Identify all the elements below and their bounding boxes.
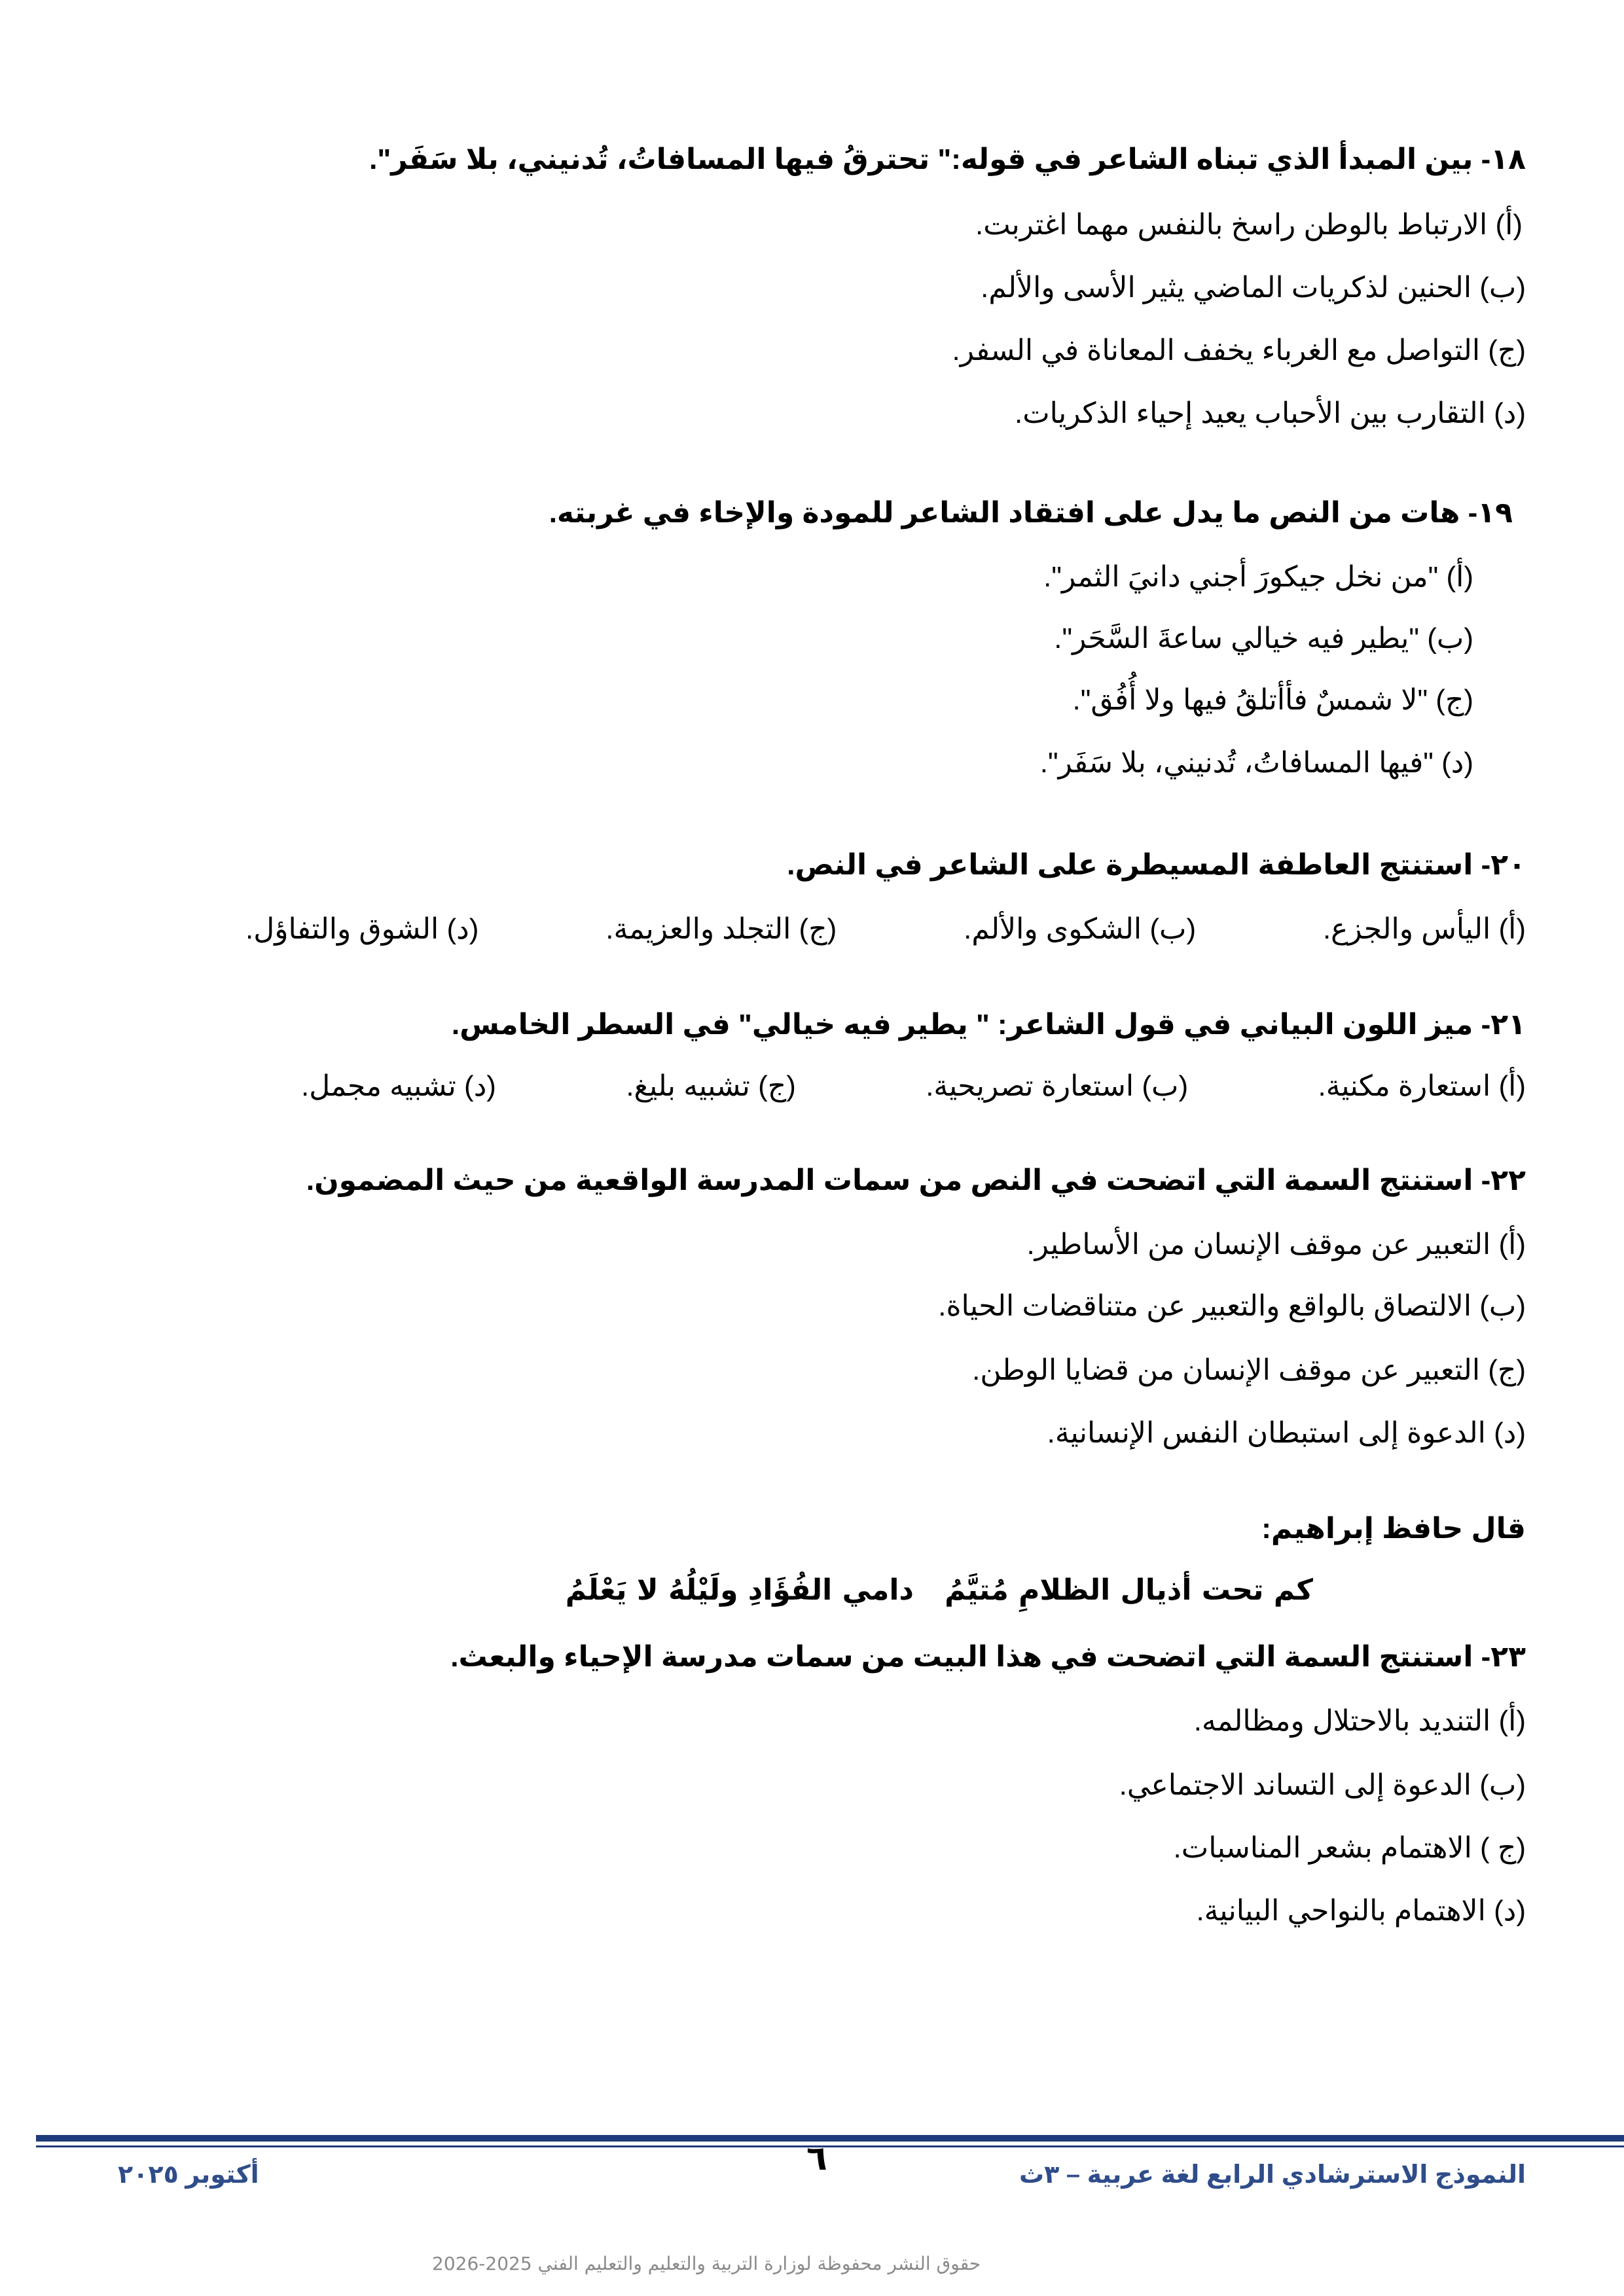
question-19: ١٩- هات من النص ما يدل على افتقاد الشاعر للمودة والإخاء في غربته. xyxy=(549,497,1513,529)
q23-option-b: (ب) الدعوة إلى التساند الاجتماعي. xyxy=(1119,1769,1526,1801)
footer-date: أكتوبر ٢٠٢٥ xyxy=(118,2161,259,2189)
page-number: ٦ xyxy=(806,2139,827,2178)
question-23: ٢٣- استنتج السمة التي اتضحت في هذا البيت من سمات مدرسة الإحياء والبعث. xyxy=(450,1641,1526,1673)
footer-rule-thick xyxy=(36,2135,1624,2142)
question-22: ٢٢- استنتج السمة التي اتضحت في النص من سمات المدرسة الواقعية من حيث المضمون. xyxy=(306,1164,1526,1196)
q21-option-c: (ج) تشبيه بليغ. xyxy=(626,1070,796,1102)
q20-option-c: (ج) التجلد والعزيمة. xyxy=(605,913,837,945)
q20-option-b: (ب) الشكوى والألم. xyxy=(964,913,1197,945)
q23-option-c: (ج ) الاهتمام بشعر المناسبات. xyxy=(1173,1832,1526,1864)
q23-option-a: (أ) التنديد بالاحتلال ومظالمه. xyxy=(1193,1705,1526,1737)
verse-first-hemistich: كم تحت أذيال الظلامِ مُتيَّمُ xyxy=(945,1573,1313,1607)
q20-option-a: (أ) اليأس والجزع. xyxy=(1322,913,1526,945)
q18-option-c: (ج) التواصل مع الغرباء يخفف المعاناة في السفر. xyxy=(952,334,1526,367)
poet-intro: قال حافظ إبراهيم: xyxy=(1261,1513,1526,1545)
q20-options-row xyxy=(245,912,1526,946)
q22-option-d: (د) الدعوة إلى استبطان النفس الإنسانية. xyxy=(1047,1417,1526,1449)
verse-second-hemistich: دامي الفُؤَادِ ولَيْلُهُ لا يَعْلَمُ xyxy=(565,1573,914,1607)
q18-option-d: (د) التقارب بين الأحباب يعيد إحياء الذكريات. xyxy=(1014,397,1526,429)
question-21: ٢١- ميز اللون البياني في قول الشاعر: " يطير فيه خيالي" في السطر الخامس. xyxy=(451,1009,1526,1041)
q23-option-d: (د) الاهتمام بالنواحي البيانية. xyxy=(1196,1895,1526,1927)
q19-option-b: (ب) "يطير فيه خيالي ساعةَ السَّحَر". xyxy=(1054,622,1473,655)
q19-option-c: (ج) "لا شمسٌ فأأتلقُ فيها ولا أُفُق". xyxy=(1072,684,1473,716)
footer-exam-title: النموذج الاسترشادي الرابع لغة عربية – ٣ث xyxy=(1019,2161,1526,2189)
q18-option-b: (ب) الحنين لذكريات الماضي يثير الأسى والألم. xyxy=(981,272,1526,304)
q19-option-a: (أ) "من نخل جيكورَ أجني دانيَ الثمر". xyxy=(1043,561,1473,593)
q18-option-a: (أ) الارتباط بالوطن راسخ بالنفس مهما اغتربت. xyxy=(975,209,1523,241)
q22-option-b: (ب) الالتصاق بالواقع والتعبير عن متناقضات الحياة. xyxy=(938,1290,1526,1322)
q22-option-a: (أ) التعبير عن موقف الإنسان من الأساطير. xyxy=(1026,1229,1526,1261)
q20-option-d: (د) الشوق والتفاؤل. xyxy=(245,913,479,945)
q19-option-d: (د) "فيها المسافاتُ، تُدنيني، بلا سَفَر". xyxy=(1039,747,1473,779)
copyright-notice: حقوق النشر محفوظة لوزارة التربية والتعليم والتعليم الفني 2025-2026 xyxy=(432,2253,981,2274)
q22-option-c: (ج) التعبير عن موقف الإنسان من قضايا الوطن. xyxy=(972,1354,1526,1386)
q21-option-d: (د) تشبيه مجمل. xyxy=(301,1070,496,1102)
question-18: ١٨- بين المبدأ الذي تبناه الشاعر في قوله:" تحترقُ فيها المسافاتُ، تُدنيني، بلا سَفَر". xyxy=(369,143,1526,175)
q21-option-b: (ب) استعارة تصريحية. xyxy=(926,1070,1189,1102)
q21-option-a: (أ) استعارة مكنية. xyxy=(1318,1070,1526,1102)
q21-options-row xyxy=(301,1069,1526,1103)
question-20: ٢٠- استنتج العاطفة المسيطرة على الشاعر في النص. xyxy=(787,849,1526,881)
footer-rule-thin xyxy=(36,2145,1624,2147)
